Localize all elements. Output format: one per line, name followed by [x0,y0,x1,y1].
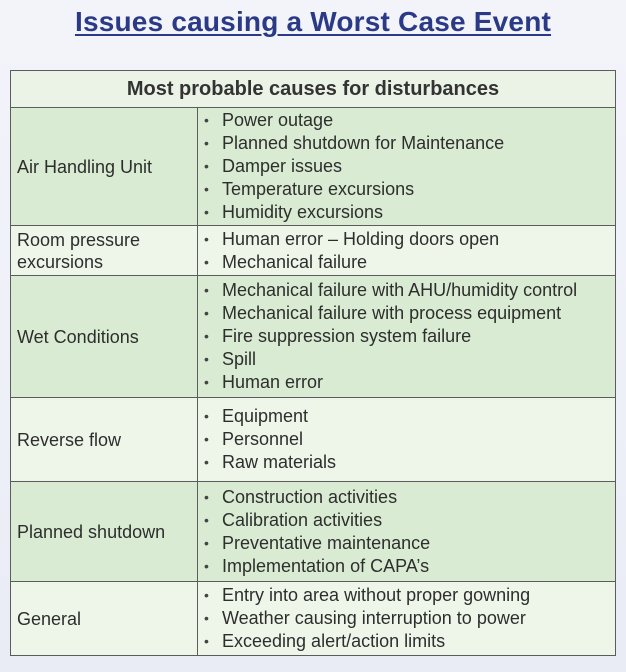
bullet-icon: • [204,204,209,220]
row-items [198,482,616,582]
list-item: • Damper issues [204,156,343,176]
list-item: • Mechanical failure with process equipment [204,303,562,323]
list-item: • Weather causing interruption to power [204,608,526,628]
bullet-icon: • [204,158,209,174]
list-item: • Temperature excursions [204,179,415,199]
bullet-icon: • [204,454,209,470]
bullet-icon: • [204,112,209,128]
row-items [198,582,616,656]
list-item: • Calibration activities [204,509,383,530]
list-item: • Equipment [204,406,309,426]
bullet-icon: • [204,282,209,298]
table-row-reverse-flow [11,398,616,482]
list-item: • Fire suppression system failure [204,326,472,346]
bullet-icon: • [204,534,209,551]
list-item: • Humidity excursions [204,202,384,222]
bullet-icon: • [204,488,209,505]
causes-table [10,70,616,656]
row-items [198,398,616,482]
list-item: • Mechanical failure with AHU/humidity control [204,280,578,300]
list-item: • Entry into area without proper gowning [204,585,531,605]
row-category: Wet Conditions [11,276,198,398]
list-item: • Human error [204,372,324,392]
list-item: • Preventative maintenance [204,532,431,553]
bullet-icon: • [204,253,209,270]
list-item: • Implementation of CAPA’s [204,555,430,576]
list-item: • Construction activities [204,486,398,507]
row-category: Planned shutdown [11,482,198,582]
bullet-icon: • [204,557,209,574]
table-row-air-handling-unit [11,108,616,226]
bullet-icon: • [204,587,209,603]
table-row-general [11,582,616,656]
row-items [198,226,616,276]
bullet-icon: • [204,181,209,197]
list-item: • Planned shutdown for Maintenance [204,133,505,153]
bullet-icon: • [204,633,209,649]
row-items [198,276,616,398]
list-item: • Mechanical failure [204,251,368,272]
list-item: • Personnel [204,429,304,449]
list-item: • Spill [204,349,257,369]
bullet-icon: • [204,351,209,367]
bullet-icon: • [204,374,209,390]
row-category: Reverse flow [11,398,198,482]
row-category: General [11,582,198,656]
page-title: Issues causing a Worst Case Event [74,6,552,37]
bullet-icon: • [204,431,209,447]
list-item: • Human error – Holding doors open [204,228,500,249]
list-item: • Exceeding alert/action limits [204,631,446,651]
bullet-icon: • [204,610,209,626]
bullet-icon: • [204,135,209,151]
table-row-wet-conditions [11,276,616,398]
bullet-icon: • [204,328,209,344]
bullet-icon: • [204,511,209,528]
list-item: • Raw materials [204,452,337,472]
table-header: Most probable causes for disturbances [11,71,616,108]
bullet-icon: • [204,230,209,247]
bullet-icon: • [204,305,209,321]
row-items [198,108,616,226]
list-item: • Power outage [204,110,334,130]
table-row-room-pressure [11,226,616,276]
bullet-icon: • [204,408,209,424]
row-category: Air Handling Unit [11,108,198,226]
table-row-planned-shutdown [11,482,616,582]
row-category: Room pressure excursions [11,226,198,276]
